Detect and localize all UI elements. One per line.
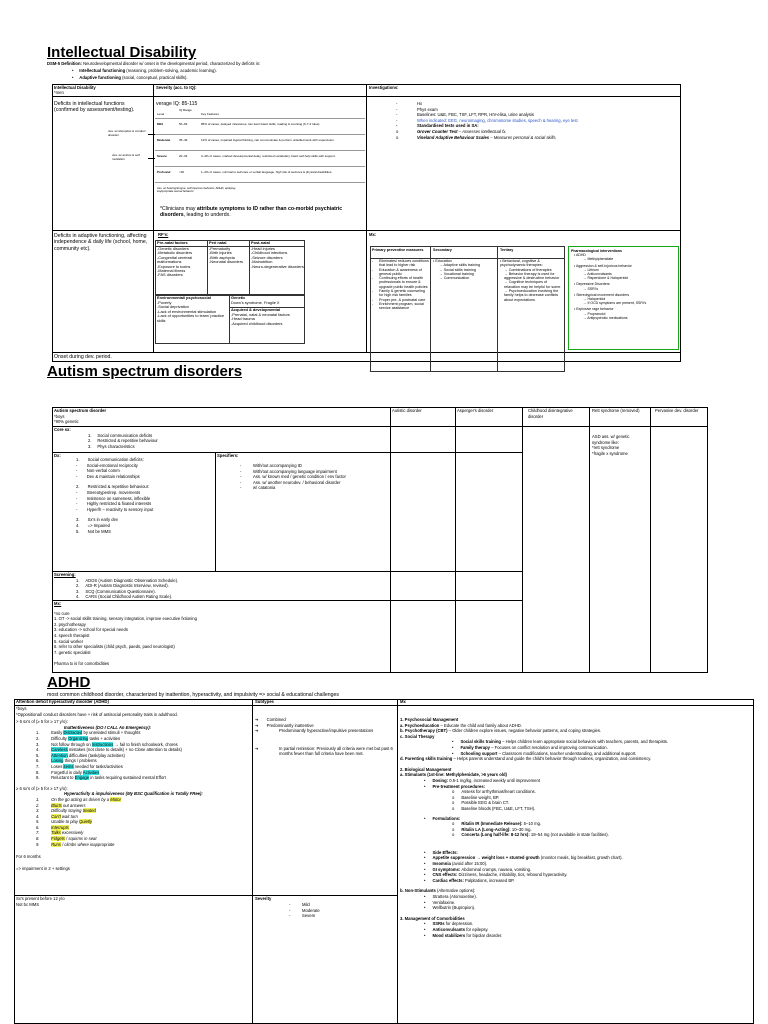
adhd-intro: most common childhood disorder, characterized by inattention, hyperactivity, and impulsivity => social & educational challenges <box>47 692 339 698</box>
id-col2-head: Severity (acc. to IQ): <box>156 85 197 90</box>
rett-note: ASD ass. w/ genetic syndrome like: *rett syndrome *fragile x syndrome <box>592 434 630 456</box>
rf-head: RF's: <box>158 232 169 237</box>
adhd-subtypes: ➔ Combined ➔ Predominantly inattentive ➔ Predominantly hyperactive/impulsive presentations ➔ In partial remission: Previously all criteria were met but past 6 months fewer than full criteria have been met. <box>255 717 393 757</box>
id-def2: Deficits in adaptive functioning, affecting independence & daily life (school, home, community etc). <box>54 233 148 252</box>
iq-average: verage IQ: 85-115 <box>156 101 198 107</box>
asd-mx: Mx: *no cure 1. OT -> social skills training, sensory integration, improve executive fxtioning 2. psychotherapy 3. education -> school for special needs 4. speech therapist 5. social worker 6. refer to other specialists (child psych, paeds, paed neurologist) 7. genetic specialist Pharma tx is for comorbidities <box>54 601 197 667</box>
asd-col-asperger: Asperger's disorder <box>457 408 494 413</box>
id-onset: Onset during dev. period. <box>54 354 112 360</box>
inv-item: - When indicated: EEG, neuroimaging, chromosome studies, speech & hearing, eye test <box>396 117 578 123</box>
id-title: Intellectual Disability <box>47 44 197 61</box>
adhd-col1-head: Attention deficit hyperactivity disorder (ADHD) <box>16 699 109 704</box>
asd-col-autistic: Autistic disorder <box>392 408 422 413</box>
assoc-note-1: Ass. w/ disruptive & conduct disorder <box>108 129 146 137</box>
inv-item: - Phys exam <box>396 106 438 112</box>
inv-item: o Vineland Adaptive Behaviour Scales – Measures personal & social skills. <box>396 134 557 140</box>
inv-item: o Grover Counter Test – Assesses intellectual fx. <box>396 128 507 134</box>
adhd-severity-list: - Mild - Moderate - Severe <box>289 902 320 919</box>
id-col3-head: Investigations: <box>369 85 399 90</box>
adhd-mx: 1. Psychosocial Management a. Psychoeducation – Educate the child and family about ADHD. b. Psychotherapy (CBT) – Older children explore issues, negative behavior patterns, and coping strategies. c. Social Therapy • Social skills training – Helps children learn appropriate social behaviors with teachers, parents, and therapists. • Family therapy – Focuses on conflict resolution and improving communication. • Schooling support – Classroom modifications, teacher understanding, and additional support. d. Parenting skills training – Helps parents understand and guide the child's behavior through routines, organization, and consistency. 2. Biological Management a. Stimulants (1st-line: Methylphenidate, >6 years old) • Dosing: 0.5-1 mg/kg, increased weekly until improvement • Pre-treatment procedures: o Assess for arrhythmias/heart conditions. o Baseline weight, BP. o Possible EEG & brain CT. o Baseline bloods (FBC, U&E, LFT, TSH). • Formulations: o Ritalin IR (Immediate Release): 5–10 mg. o Ritalin LA (Long-Acting): 10–30 mg. o Concerta (Long half-life: 8-12 hrs): 18–54 mg (not available in state facilities). • Side Effects: • Appetite suppression → weight loss + stunted growth (monitor meals, big breakfast, growth chart). • Insomnia (avoid after 15:00). • GI symptoms: Abdominal cramps, nausea, vomiting. • CNS effects: Dizziness, headache, irritability, tics, rebound hyperactivity. • Cardiac effects: Palpitations, increased BP. b. Non-Stimulants (Alternative options): • Strattera (Atomoxetine). • Venlafaxine. • Wellbutrin (Bupropion). 3. Management of Comorbidities • SSRIs for depression. • Anticonvulsants for epilepsy. • Mood stabilizers for bipolar disorder. <box>400 717 669 938</box>
adhd-severity-head: Severity <box>255 896 272 901</box>
adhd-criteria: *boys *Oppositional/ conduct disorders have + risk of antisocial personality traits in adulthood. > 6 sx's of (≥ 5 for ≥ 17 y/o): Inattentiveness (DO I CALL An Emergency): 1. Easily Distracted by unrelated stimuli + thoughts 2. Difficulty Organizing tasks + activities 3. Not follow through on Instructions → fail to finish schoolwork, chores 4. Careless mistakes (not close to details) + no Close attention to details) 5. Attention difficulties (task/play activities) 6. Losing things / problems 7. Loses items needed for tasks/activities 8. Forgetful in daily Activities 9. Reluctant to Engage in tasks requiring sustained mental Effort ≥ 6 sx's of (≥ 5 for ≥ 17 y/o): Hyperactivity & impulsiveness (My BSC Qualification is Totally FRee): 1. On the go acting as driven by a Motor 2. Blurts out answers 3. Difficulty staying Seated 4. Can't wait turn 5. Unable to play Quietly 6. Interrupts 7. Talks excessively 8. Fidgets / squirms in seat 9. Runs / climbs where inappropriate For 6 months => impairment in 2 + settings <box>16 706 203 871</box>
dx-list: 1. Social communication deficits: - Social-emotional reciprocity - Non-verbal comm - Dev & maintain relationships 2. Restricted & repetitive behaviour: - Stereotypes/rep. movements - Insistence on sameness, inflexible - Highly restricted & fixated interests - Hyper/h – reactivity to sensory input 3. Sx's in early dev 4. => Impaired 5. Not be MMS <box>76 457 154 534</box>
adhd-not-mms: Not bc MMS <box>16 902 40 907</box>
dsm-definition: DSM-5 Definition: Neurodevelopmental disorder w/ onset in the developmental period, characterized by deficits in: <box>47 61 261 66</box>
id-def1: Deficits in intellectual functions (confirmed by assessment/testing). <box>54 101 135 114</box>
adhd-title: ADHD <box>47 674 91 691</box>
inv-item: - Hx <box>396 101 423 106</box>
asd-head: Autism spectrum disorder *boys *90% genetic <box>54 408 107 425</box>
specifiers-list: - With/out accompanying ID - With/out accompanying language impairment - Ass. w/ known med / genetic condition / env factor - Ass. w/ another neurodev. / behavioral disorder - w/ catatonia <box>240 463 346 491</box>
asd-col-cdd: Childhood disintegrative disorder <box>528 408 573 419</box>
rf-table: Pre-natal factors Peri natal Post-natal -Genetic disorders -Metabolic disorders -Congenital cerebral malformations -Exposure to toxins -Maternal illness -FAS disorders -Prematurity -Birth injuries -Birth asphyxia -Neonatal disorders -Head injuries -Childhood infections -Seizure disorders -Malnutrition -Neuro-degenerative disorders Environmental/ psychosocial -Poverty -Social deprivation -Lack of environmental stimulation -Lack of opportunities to learn/ practice skills Genetic Down's syndrome, Fragile X Acquired & developmental -Prenatal, natal & neonatal factors -Head trauma -Acquired childhood disorders <box>155 240 305 344</box>
asd-title: Autism spectrum disorders <box>47 363 243 380</box>
screening: Screening: 1. ADOS (Autism Diagnostic Observation Schedule). 2. ADI-R (Autism Diagnostic Interview, revised). 3. SCQ (Communication Questionnaire). 4. CARS (Social Childhood Autism Rating Scale). <box>54 572 179 600</box>
clinicians-note: *Clinicians may attribute symptoms to ID rather than co-morbid psychiatric disorders, leading to underdx. <box>160 206 343 219</box>
asd-col-rett: Rett syndrome (removed) <box>592 408 640 413</box>
prevention-table: Primary preventive measures Secondary Tertiary - Eliminates/ reduces conditions that lead to higher risk - Education & awareness of general public - Continuing efforts of health professionals to ensure & upgrade public health policies - Family & genetic counseling for high risk families - Proper pre- & postnatal care - Enrichment program, social service assistance • Education → Adaptive skills training → Social skills training → Vocational training → Communication • Behavioral, cognitive & psychodynamic therapies: → Combinations of therapies → Behavior therapy is used for aggressive & destructive behavior → Cognitive techniques of relaxation may be helpful for some → Psychoeducation involving the family helps to decrease conflicts about expectations <box>370 246 565 372</box>
investigations-list <box>396 101 681 140</box>
dx-head: Dx: <box>54 453 61 458</box>
sev-note: Ass. w/ hearing/tongue, self-injurious behavior, ADHD, epilepsy, inappropriate sexual behavior <box>157 186 236 194</box>
id-col1-head: Intellectual Disability <box>54 85 96 90</box>
adhd-sx-present: Sx's present before 12 y/o <box>16 896 65 901</box>
asd-col-pdd: Pervasive dev. disorder <box>655 408 699 413</box>
specifiers-head: Specifiers: <box>217 453 239 458</box>
adhd-col3-head: Mx <box>400 699 406 704</box>
severity-table: Level IQ Range Key Features Mild 50–69 85% of cases, delayed milestones, can learn basic skills, reading & counting (6-7-3 rules). Moderate 35–49 12% of cases, impaired logical thinking, can communicate & perform unskilled work with supervision. Severe 20–34 3–4% of cases, marked developmental delay, restricted vocabulary, basic self-help skills with support. Profound <20 1–2% of cases, minimal to self-care or verbal language, high risk of seizures & physical disabilities. Ass. w/ hearing/tongue, self-injurious behavior, ADHD, epilepsy, inappropriate sexual behavior <box>155 109 365 204</box>
id-col1-sub: *men <box>54 90 64 95</box>
mx-head: Mx: <box>369 232 377 237</box>
dsm-bullet-1: • Intellectual functioning (reasoning, problem-solving, academic learning). <box>72 68 217 73</box>
inv-item: - Baselines: U&E, FBC, TSF, LFT, RPR, HIV-elisa, urine analysis <box>396 112 534 118</box>
dsm-bullet-2: • Adaptive functioning (social, conceptual, practical skills). <box>72 75 188 80</box>
core-sx: Core sx: 1. Social communication deficits 2. Restricted & repetitive behaviour 3. Phys characteristics <box>54 427 158 449</box>
inv-item: - Standardised tests used in SA: <box>396 123 479 129</box>
assoc-note-2: Ass. w/ autism & self mutilation <box>112 153 140 161</box>
adhd-col2-head: Subtypes <box>255 699 274 704</box>
pharm-interventions-box: Pharmacological interventions • ADHD → Methylphenidate • Aggression & self-injurious behavior → Lithium → Anticonvulsants → Risperidone & Haloperidol • Depressive Disorders → SSRI's • Stereotypical movement disorders → Haloperidol → If OCD symptoms are present, SSRI's • Explosive rage behavior → Propranolol → Antipsychotic medications <box>568 246 679 350</box>
